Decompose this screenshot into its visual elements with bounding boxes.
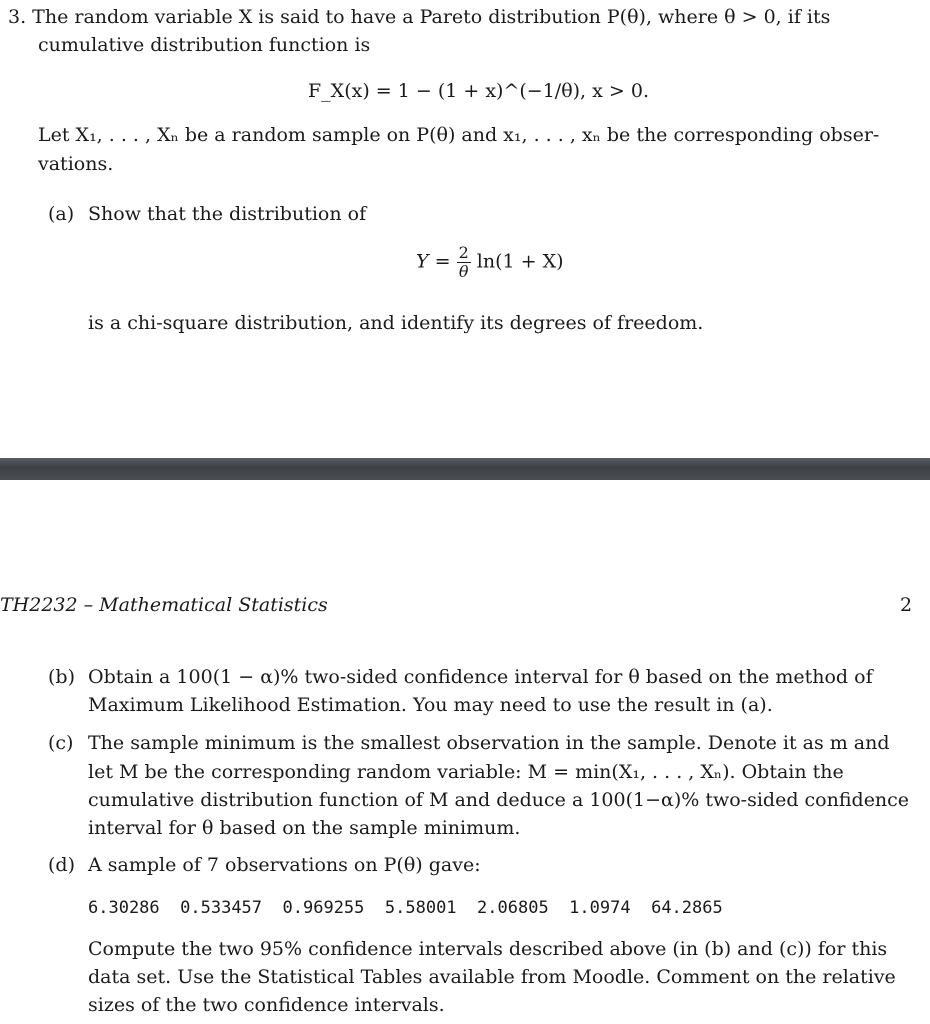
observation-value: 5.58001 <box>384 898 457 918</box>
question-3-intro-line1: 3. The random variable X is said to have a Pareto distribution P(θ), where θ > 0, if its <box>8 6 831 28</box>
part-b-label: (b) <box>48 666 75 688</box>
page-header-course: TH2232 – Mathematical Statistics <box>0 594 328 616</box>
part-c-line2: let M be the corresponding random variable: M = min(X₁, . . . , Xₙ). Obtain the <box>88 761 844 783</box>
page-divider <box>0 458 930 480</box>
part-c-line3: cumulative distribution function of M and deduce a 100(1−α)% two-sided confidence <box>88 789 910 811</box>
observation-value: 1.0974 <box>569 898 631 918</box>
sample-description-line1: Let X₁, . . . , Xₙ be a random sample on P(θ) and x₁, . . . , xₙ be the corresponding obser- <box>38 124 880 146</box>
part-c-label: (c) <box>48 732 74 754</box>
fraction-denominator: θ <box>458 262 469 281</box>
part-b-line1: Obtain a 100(1 − α)% two-sided confidence interval for θ based on the method of <box>88 666 873 688</box>
part-d-line2: Compute the two 95% confidence intervals described above (in (b) and (c)) for this <box>88 938 888 960</box>
page-number: 2 <box>900 594 913 616</box>
formula-lhs: Y = <box>416 250 451 273</box>
question-3-intro-line2: cumulative distribution function is <box>38 34 371 56</box>
part-d-line3: data set. Use the Statistical Tables available from Moodle. Comment on the relative <box>88 966 896 988</box>
observation-value: 0.969255 <box>282 898 365 918</box>
observation-value: 6.30286 <box>88 898 160 918</box>
fraction-numerator: 2 <box>458 243 469 262</box>
part-c-line4: interval for θ based on the sample minimum. <box>88 817 521 839</box>
cdf-formula: F_X(x) = 1 − (1 + x)^(−1/θ), x > 0. <box>308 80 649 102</box>
part-d-line4: sizes of the two confidence intervals. <box>88 994 445 1016</box>
y-transform-formula <box>416 244 564 281</box>
part-d-label: (d) <box>48 854 75 876</box>
sample-description-line2: vations. <box>38 153 114 175</box>
part-a-text: Show that the distribution of <box>88 203 367 225</box>
observation-value: 0.533457 <box>180 898 263 918</box>
part-a-label: (a) <box>48 203 75 225</box>
formula-rhs: ln(1 + X) <box>476 250 564 273</box>
observations-row <box>88 898 723 918</box>
observation-value: 64.2865 <box>651 898 723 918</box>
observation-value: 2.06805 <box>477 898 549 918</box>
part-a-tail: is a chi-square distribution, and identify its degrees of freedom. <box>88 312 704 334</box>
part-b-line2: Maximum Likelihood Estimation. You may need to use the result in (a). <box>88 694 773 716</box>
part-d-line1: A sample of 7 observations on P(θ) gave: <box>88 854 481 876</box>
formula-fraction <box>457 244 471 281</box>
part-c-line1: The sample minimum is the smallest observation in the sample. Denote it as m and <box>88 732 890 754</box>
